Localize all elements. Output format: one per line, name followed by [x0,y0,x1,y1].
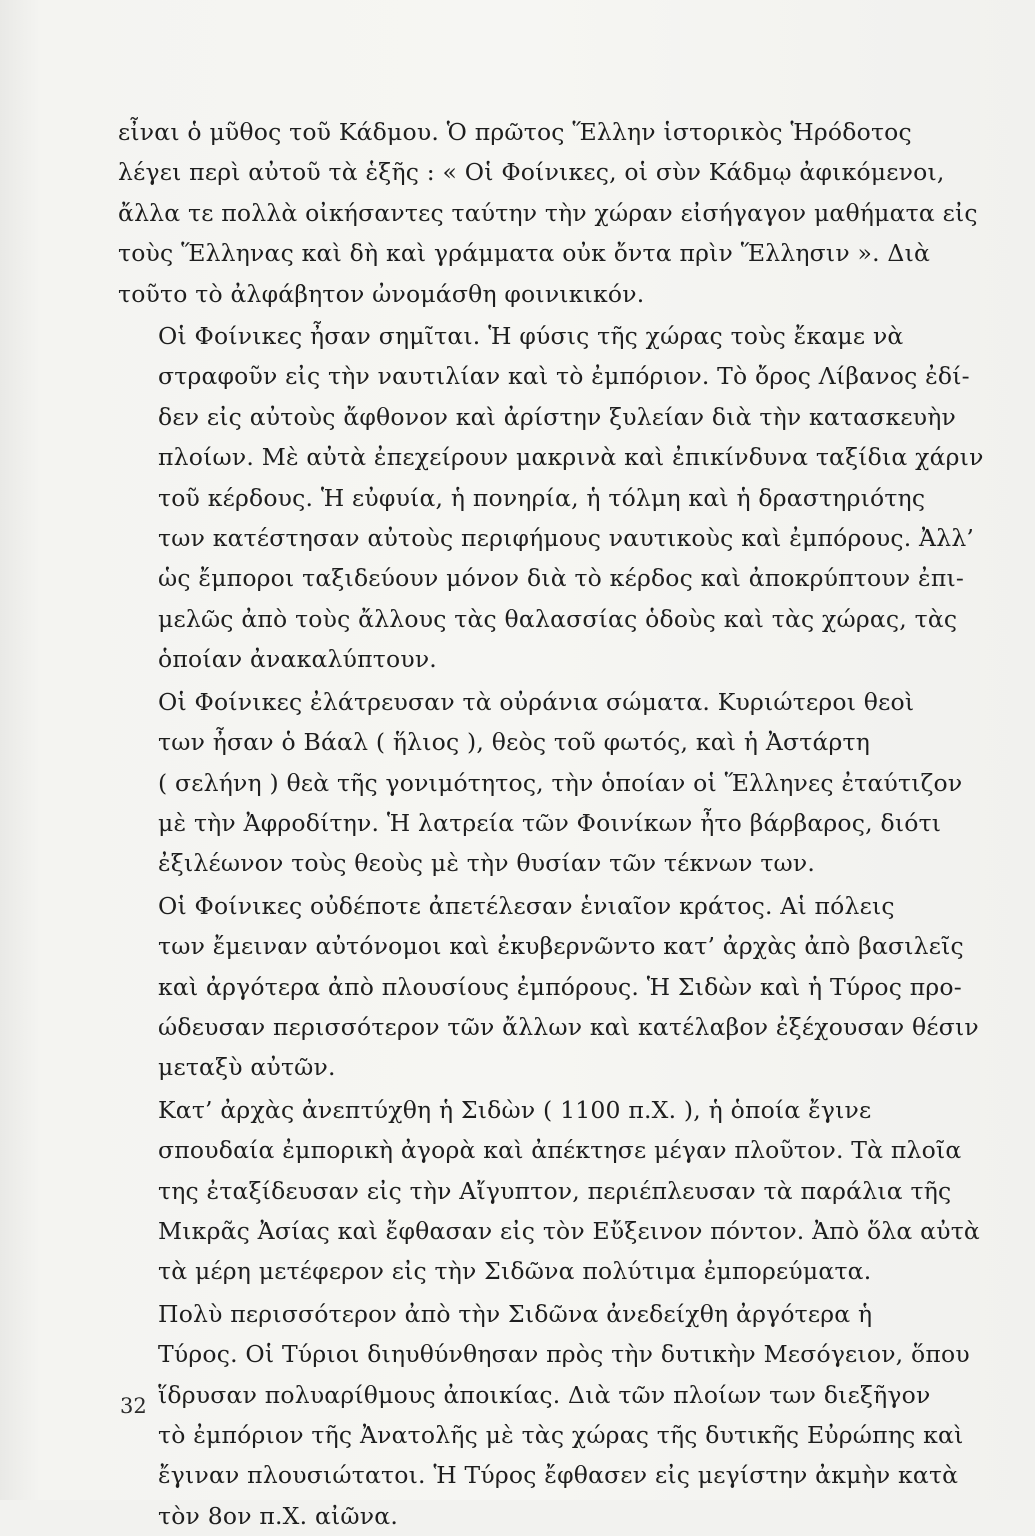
text-line: λέγει περὶ αὐτοῦ τὰ ἑξῆς : « Οἱ Φοίνικες, οἱ σὺν Κάδμῳ ἀφικόμενοι, [118,158,945,187]
text-line: Οἱ Φοίνικες οὐδέποτε ἀπετέλεσαν ἑνιαῖον κράτος. Αἱ πόλεις [158,891,895,920]
text-line: καὶ ἀργότερα ἀπὸ πλουσίους ἐμπόρους. Ἡ Σιδὼν καὶ ἡ Τύρος προ- [158,972,962,1001]
text-line: Κατ’ ἀρχὰς ἀνεπτύχθη ἡ Σιδὼν ( 1100 π.Χ. ), ἡ ὁποία ἔγινε [158,1095,872,1124]
text-line: των κατέστησαν αὐτοὺς περιφήμους ναυτικοὺς καὶ ἐμπόρους. Ἀλλ’ [158,524,975,553]
text-line: τὸν 8ον π.Χ. αἰῶνα. [158,1501,399,1530]
text-line: της ἐταξίδευσαν εἰς τὴν Αἴγυπτον, περιέπλευσαν τὰ παράλια τῆς [158,1176,952,1205]
text-line: τοὺς Ἕλληνας καὶ δὴ καὶ γράμματα οὐκ ὄντα πρὶν Ἕλλησιν ». Διὰ [118,239,931,268]
text-line: ἔγιναν πλουσιώτατοι. Ἡ Τύρος ἔφθασεν εἰς μεγίστην ἀκμὴν κατὰ [158,1461,959,1490]
page-number: 32 [120,1394,147,1418]
text-line: ὁποίαν ἀνακαλύπτουν. [158,645,437,674]
text-line: τοῦτο τὸ ἀλφάβητον ὠνομάσθη φοινικικόν. [118,279,645,308]
paragraph-4 [118,886,979,1088]
text-line: μελῶς ἀπὸ τοὺς ἄλλους τὰς θαλασσίας ὁδοὺς καὶ τὰς χώρας, τὰς [158,604,958,633]
text-line: μεταξὺ αὐτῶν. [158,1053,336,1082]
text-line: δεν εἰς αὐτοὺς ἄφθονον καὶ ἀρίστην ξυλείαν διὰ τὴν κατασκευὴν [158,402,957,431]
text-line: ἐξιλέωνον τοὺς θεοὺς μὲ τὴν θυσίαν τῶν τέκνων των. [158,849,816,878]
paragraph-1 [118,112,978,314]
text-line: των ἔμειναν αὐτόνομοι καὶ ἐκυβερνῶντο κατ’ ἀρχὰς ἀπὸ βασιλεῖς [158,932,964,961]
text-line: πλοίων. Μὲ αὐτὰ ἐπεχείρουν μακρινὰ καὶ ἐπικίνδυνα ταξίδια χάριν [158,443,984,472]
text-line: ὡς ἔμποροι ταξιδεύουν μόνον διὰ τὸ κέρδος καὶ ἀποκρύπτουν ἐπι- [158,564,965,593]
text-line: στραφοῦν εἰς τὴν ναυτιλίαν καὶ τὸ ἐμπόριον. Τὸ ὄρος Λίβανος ἐδί- [158,362,970,391]
text-line: των ἦσαν ὁ Βάαλ ( ἥλιος ), θεὸς τοῦ φωτός, καὶ ἡ Ἀστάρτη [158,728,871,757]
text-line: εἶναι ὁ μῦθος τοῦ Κάδμου. Ὁ πρῶτος Ἕλλην ἱστορικὸς Ἡρόδοτος [118,118,912,146]
text-line: Πολὺ περισσότερον ἀπὸ τὴν Σιδῶνα ἀνεδείχθη ἀργότερα ἡ [158,1299,873,1328]
text-line: ( σελήνη ) θεὰ τῆς γονιμότητος, τὴν ὁποίαν οἱ Ἕλληνες ἐταύτιζον [158,768,963,797]
text-line: τοῦ κέρδους. Ἡ εὐφυία, ἡ πονηρία, ἡ τόλμη καὶ ἡ δραστηριότης [158,483,926,512]
text-line: ἵδρυσαν πολυαρίθμους ἀποικίας. Διὰ τῶν πλοίων των διεξῆγον [158,1380,931,1409]
paragraph-2 [118,316,984,680]
text-line: Οἱ Φοίνικες ἐλάτρευσαν τὰ οὐράνια σώματα. Κυριώτεροι θεοὶ [158,687,915,716]
text-line: τὰ μέρη μετέφερον εἰς τὴν Σιδῶνα πολύτιμα ἐμπορεύματα. [158,1257,872,1286]
text-line: Οἱ Φοίνικες ἦσαν σημῖται. Ἡ φύσις τῆς χώρας τοὺς ἔκαμε νὰ [158,322,904,351]
text-line: Τύρος. Οἱ Τύριοι διηυθύνθησαν πρὸς τὴν δυτικὴν Μεσόγειον, ὅπου [158,1340,970,1369]
text-line: ώδευσαν περισσότερον τῶν ἄλλων καὶ κατέλαβον ἐξέχουσαν θέσιν [158,1012,979,1041]
text-line: μὲ τὴν Ἀφροδίτην. Ἡ λατρεία τῶν Φοινίκων ἦτο βάρβαρος, διότι [158,808,942,837]
body-text [118,112,984,1536]
paragraph-5 [118,1090,980,1292]
paragraph-3 [118,682,963,884]
text-line: ἄλλα τε πολλὰ οἰκήσαντες ταύτην τὴν χώραν εἰσήγαγον μαθήματα εἰς [118,198,978,227]
text-line: Μικρᾶς Ἀσίας καὶ ἔφθασαν εἰς τὸν Εὔξεινον πόντον. Ἀπὸ ὅλα αὐτὰ [158,1216,980,1245]
text-line: τὸ ἐμπόριον τῆς Ἀνατολῆς μὲ τὰς χώρας τῆς δυτικῆς Εὐρώπης καὶ [158,1421,964,1449]
text-line: σπουδαία ἐμπορικὴ ἀγορὰ καὶ ἀπέκτησε μέγαν πλοῦτον. Τὰ πλοῖα [158,1136,962,1165]
